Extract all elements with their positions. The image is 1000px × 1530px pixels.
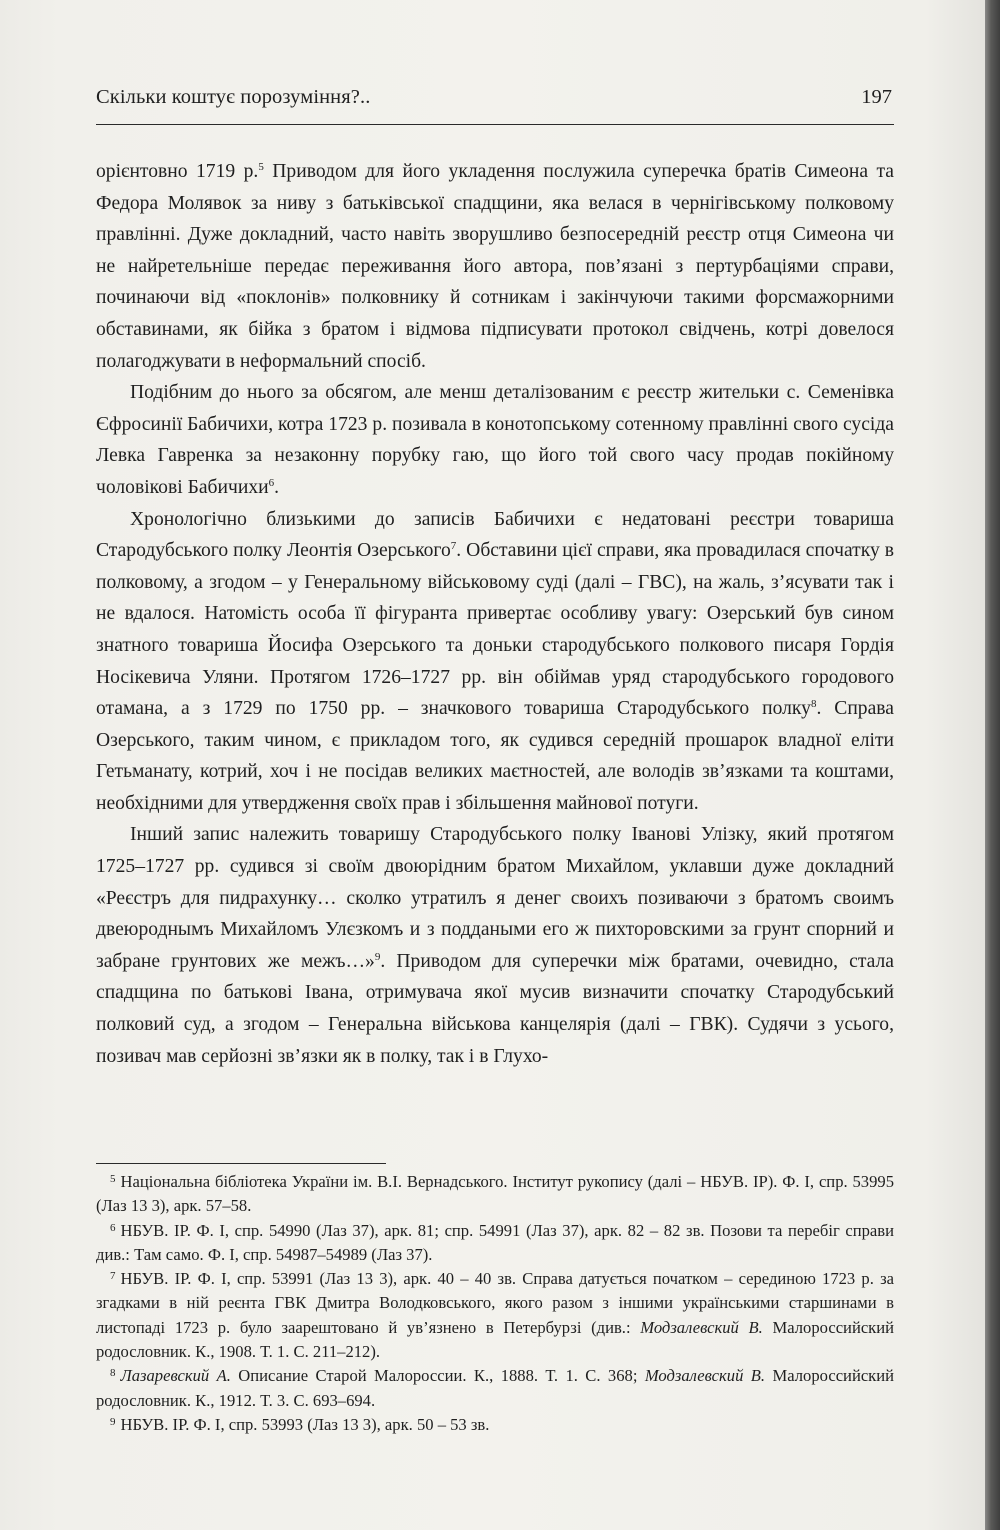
footnote-mark: 7 — [110, 1270, 116, 1283]
footnote-mark: 9 — [110, 1415, 116, 1428]
paragraph-text: Приводом для його укладення послужила суперечка братів Симеона та Федора Молявок за ниву з батьківської спадщини, яка велася в чернігівському полковому правлінні. Дуже докладний, часто навіть зворушливо безпосередній реєстр отця Симеона чи не найретельніше передає переживання його автора, пов’язані з пертурбаціями справи, починаючи від «поклонів» полковнику й сотникам і закінчуючи такими форсмажорними обставинами, як бійка з братом і відмова підписувати протокол свідчень, котрі довелося полагоджувати в неформальний спосіб. — [96, 161, 894, 372]
running-title: Скільки коштує порозуміння?.. — [96, 86, 371, 108]
body-text — [96, 156, 894, 1072]
footnote-ref-6: 6 — [268, 476, 275, 489]
footnote-text: Національна бібліотека України ім. В.І. Вернадського. Інститут рукопису (далі – НБУВ. ІР). Ф. І, спр. 53995 (Лаз 13 3), арк. 57–58. — [96, 1172, 894, 1216]
paragraph-text: . Приводом для суперечки між братами, очевидно, стала спадщина по батькові Івана, отримувача якої мусив визначити спочатку Стародубський полковий суд, а згодом – Генеральна військова канцелярія (далі – ГВК). Судячи з усього, позивач мав серйозні зв’язки як в полку, так і в Глухо- — [96, 950, 894, 1067]
footnote-ref-7: 7 — [450, 540, 457, 553]
paragraph-2 — [96, 377, 894, 503]
footnote-ref-9: 9 — [374, 950, 381, 963]
footnote-9 — [96, 1413, 894, 1437]
footnote-mark: 6 — [110, 1221, 116, 1234]
footnote-8 — [96, 1364, 894, 1413]
running-header — [96, 84, 894, 125]
footnote-author: Лазаревский А. — [120, 1366, 231, 1386]
paragraph-text: . Справа Озерського, таким чином, є прикладом того, як судився середній прошарок владної еліти Гетьманату, котрий, хоч і не посідав великих маєтностей, але володів зв’язками та коштами, необхідними для утвердження своїх прав і збільшення майнової потуги. — [96, 698, 894, 814]
paragraph-1 — [96, 156, 894, 377]
paragraph-text: Хронологічно близькими до записів Бабичихи є недатовані реєстри товариша Стародубського полку Леонтія Озерського — [96, 508, 894, 562]
footnote-text: Малороссийский родословник. К., 1912. Т. 3. С. 693–694. — [96, 1366, 895, 1410]
footnote-author: Модзалевский В. — [644, 1366, 766, 1386]
page-edge-shadow — [985, 0, 1000, 1530]
paragraph-text: орієнтовно 1719 р. — [96, 161, 259, 182]
footnote-author: Модзалевский В. — [640, 1317, 763, 1337]
paragraph-text: Подібним до нього за обсягом, але менш деталізованим є реєстр жительки с. Семенівка Єфросинії Бабичихи, котра 1723 р. позивала в конотопському сотенному правлінні свого сусіда Левка Гавренка за незаконну порубку гаю, що його той свого часу продав покійному чоловікові Бабичихи — [96, 382, 894, 498]
footnote-divider — [96, 1163, 386, 1164]
footnote-text: НБУВ. ІР. Ф. І, спр. 53993 (Лаз 13 3), арк. 50 – 53 зв. — [120, 1414, 490, 1434]
footnote-ref-5: 5 — [258, 161, 264, 173]
footnote-5 — [96, 1170, 894, 1219]
footnote-text: Описание Старой Малороссии. К., 1888. Т. 1. С. 368; — [230, 1366, 645, 1386]
footnote-text: Малороссийский родословник. К., 1908. Т. 1. С. 211–212). — [96, 1317, 895, 1362]
footnote-text: НБУВ. ІР. Ф. І, спр. 53991 (Лаз 13 3), арк. 40 – 40 зв. Справа датується початком – серединою 1723 р. за згадками в ній реєнта ГВК Дмитра Володковського, якого разом з іншими українськими старшинами в листопаді 1723 р. було заарештовано й ув’язнено в Петербурзі (див.: — [96, 1269, 894, 1337]
paragraph-4 — [96, 819, 894, 1072]
paragraph-text: Інший запис належить товаришу Стародубського полку Іванові Улізку, який протягом 1725–1727 рр. судився зі своїм двоюрідним братом Михайлом, уклавши дуже докладний «Реєстръ для пидрахунку… сколко утратилъ я денег своихъ позиваючи з братомъ своимъ двеюроднымъ Михайломъ Улєзкомъ и з поддаными его ж пихторовскими за грунт спорний и забране грунтових же межъ…» — [96, 824, 894, 972]
footnote-mark: 8 — [110, 1367, 116, 1380]
footnote-text: НБУВ. ІР. Ф. І, спр. 54990 (Лаз 37), арк. 81; спр. 54991 (Лаз 37), арк. 82 – 82 зв. Позови та перебіг справи див.: Там само. Ф. І, спр. 54987–54989 (Лаз 37). — [96, 1220, 894, 1264]
paragraph-text: . — [274, 476, 280, 498]
paragraph-3 — [96, 504, 894, 820]
footnote-6 — [96, 1219, 894, 1268]
paragraph-text: . Обставини цієї справи, яка провадилася спочатку в полковому, а згодом – у Генеральному військовому суді (далі – ГВС), на жаль, з’ясувати так і не вдалося. Натомість особа її фігуранта привертає особливу увагу: Озерський був сином знатного товариша Йосифа Озерського та доньки стародубського полкового писаря Гордія Носікевича Уляни. Протягом 1726–1727 рр. він обіймав уряд стародубського городового отамана, а з 1729 по 1750 рр. – значкового товариша Стародубського полку — [96, 540, 894, 720]
footnote-ref-8: 8 — [810, 698, 817, 711]
page-number: 197 — [861, 86, 892, 108]
footnote-mark: 5 — [110, 1173, 116, 1185]
footnote-7 — [96, 1267, 894, 1364]
footnotes — [96, 1170, 894, 1437]
